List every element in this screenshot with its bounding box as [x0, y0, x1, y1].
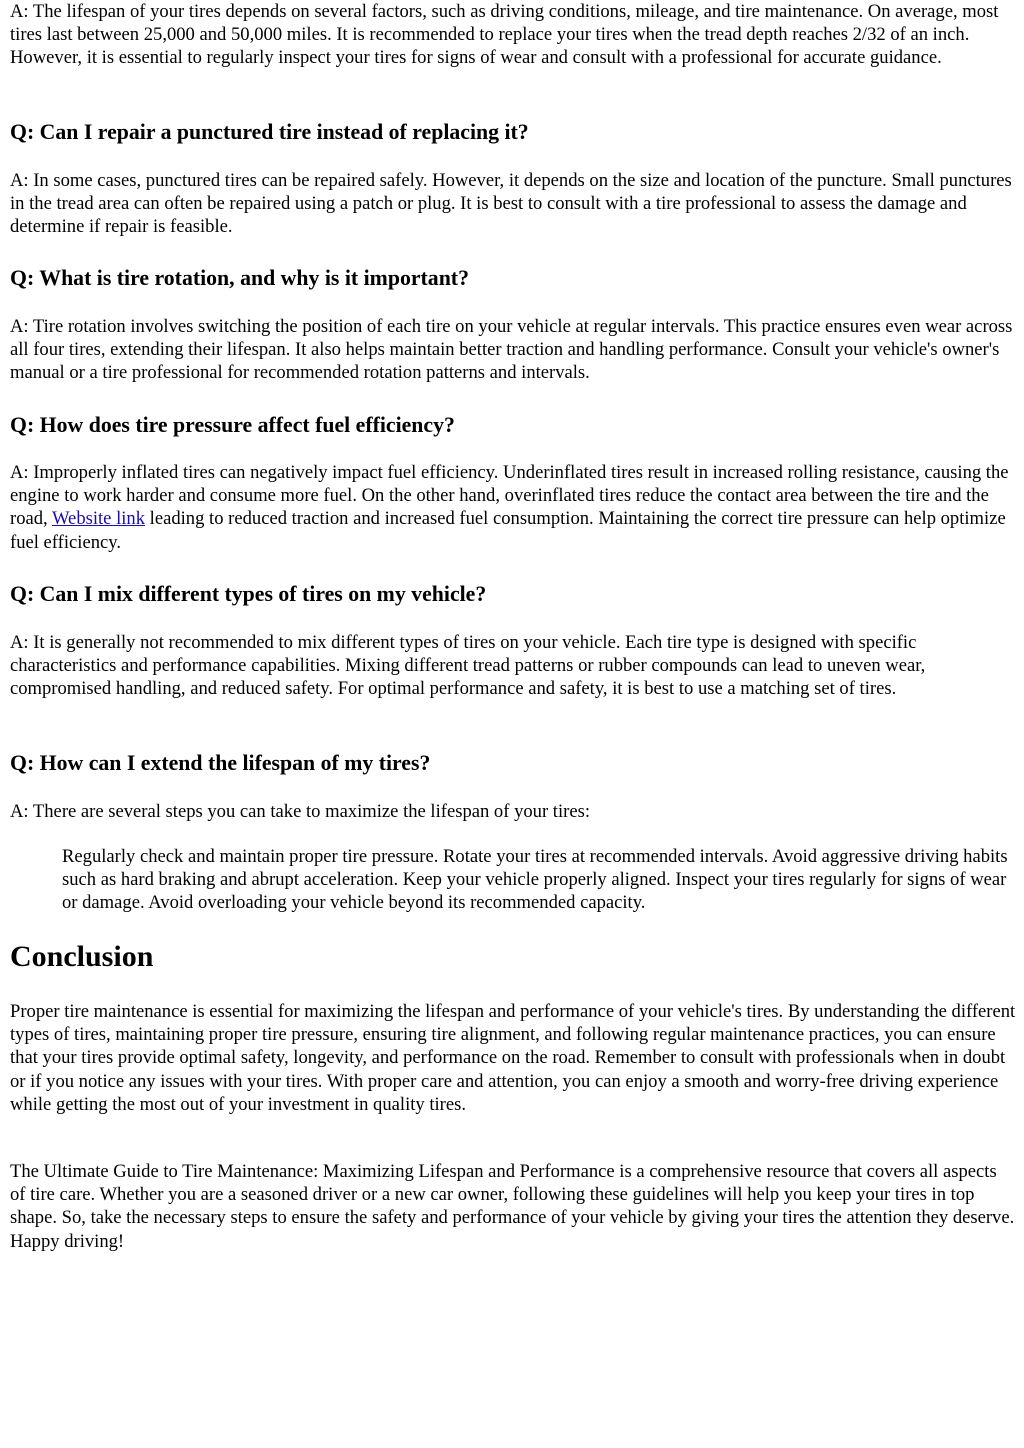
tips-blockquote: Regularly check and maintain proper tire pressure. Rotate your tires at recommended intervals. Avoid aggressive driving habits such as hard braking and abrupt acceleration. Keep your vehicle properly aligned. Inspect your tires regularly for signs of wear or damage. Avoid overloading your vehicle beyond its recommended capacity. — [62, 846, 1008, 914]
website-link[interactable]: Website link — [52, 508, 146, 530]
conclusion-heading: Conclusion — [10, 940, 154, 973]
question-tire-pressure: Q: How does tire pressure affect fuel efficiency? — [10, 413, 455, 437]
question-repair-puncture: Q: Can I repair a punctured tire instead of replacing it? — [10, 120, 529, 144]
answer-tire-pressure — [10, 461, 1016, 554]
answer-lifespan: A: The lifespan of your tires depends on several factors, such as driving conditions, mileage, and tire maintenance. On average, most tires last between 25,000 and 50,000 miles. It is recommended to replace your tires when the tread depth reaches 2/32 of an inch. However, it is essential to regularly inspect your tires for signs of wear and consult with a professional for accurate guidance. — [10, 1, 999, 69]
answer-mix-tires: A: It is generally not recommended to mix different types of tires on your vehicle. Each tire type is designed with specific characteristics and performance capabilities. Mixing different tread patterns or rubber compounds can lead to uneven wear, compromised handling, and reduced safety. For optimal performance and safety, it is best to use a matching set of tires. — [10, 632, 926, 700]
answer-tire-rotation: A: Tire rotation involves switching the position of each tire on your vehicle at regular intervals. This practice ensures even wear across all four tires, extending their lifespan. It also helps maintain better traction and handling performance. Consult your vehicle's owner's manual or a tire professional for recommended rotation patterns and intervals. — [10, 316, 1013, 384]
answer-repair-puncture: A: In some cases, punctured tires can be repaired safely. However, it depends on the size and location of the puncture. Small punctures in the tread area can often be repaired using a patch or plug. It is best to consult with a tire professional to assess the damage and determine if repair is feasible. — [10, 170, 1012, 238]
answer-extend-lifespan: A: There are several steps you can take to maximize the lifespan of your tires: — [10, 801, 590, 822]
answer-tire-pressure-part2: leading to reduced traction and increased fuel consumption. Maintaining the correct tire pressure can help optimize fuel efficiency. — [10, 508, 1006, 553]
question-tire-rotation: Q: What is tire rotation, and why is it important? — [10, 266, 469, 290]
conclusion-paragraph-2: The Ultimate Guide to Tire Maintenance: Maximizing Lifespan and Performance is a comprehensive resource that covers all aspects of tire care. Whether you are a seasoned driver or a new car owner, following these guidelines will help you keep your tires in top shape. So, take the necessary steps to ensure the safety and performance of your vehicle by giving your tires the attention they deserve. Happy driving! — [10, 1161, 1015, 1252]
conclusion-paragraph-1: Proper tire maintenance is essential for maximizing the lifespan and performance of your vehicle's tires. By understanding the different types of tires, maintaining proper tire pressure, ensuring tire alignment, and following regular maintenance practices, you can ensure that your tires provide optimal safety, longevity, and performance on the road. Remember to consult with professionals when in doubt or if you notice any issues with your tires. With proper care and attention, you can enjoy a smooth and worry-free driving experience while getting the most out of your investment in quality tires. — [10, 1001, 1016, 1115]
answer-tire-pressure-part1: A: Improperly inflated tires can negatively impact fuel efficiency. Underinflated tires result in increased rolling resistance, causing the engine to work harder and consume more fuel. On the other hand, overinflated tires reduce the contact area between the tire and the road, — [10, 462, 1009, 530]
question-extend-lifespan: Q: How can I extend the lifespan of my tires? — [10, 751, 431, 775]
question-mix-tires: Q: Can I mix different types of tires on my vehicle? — [10, 582, 487, 606]
